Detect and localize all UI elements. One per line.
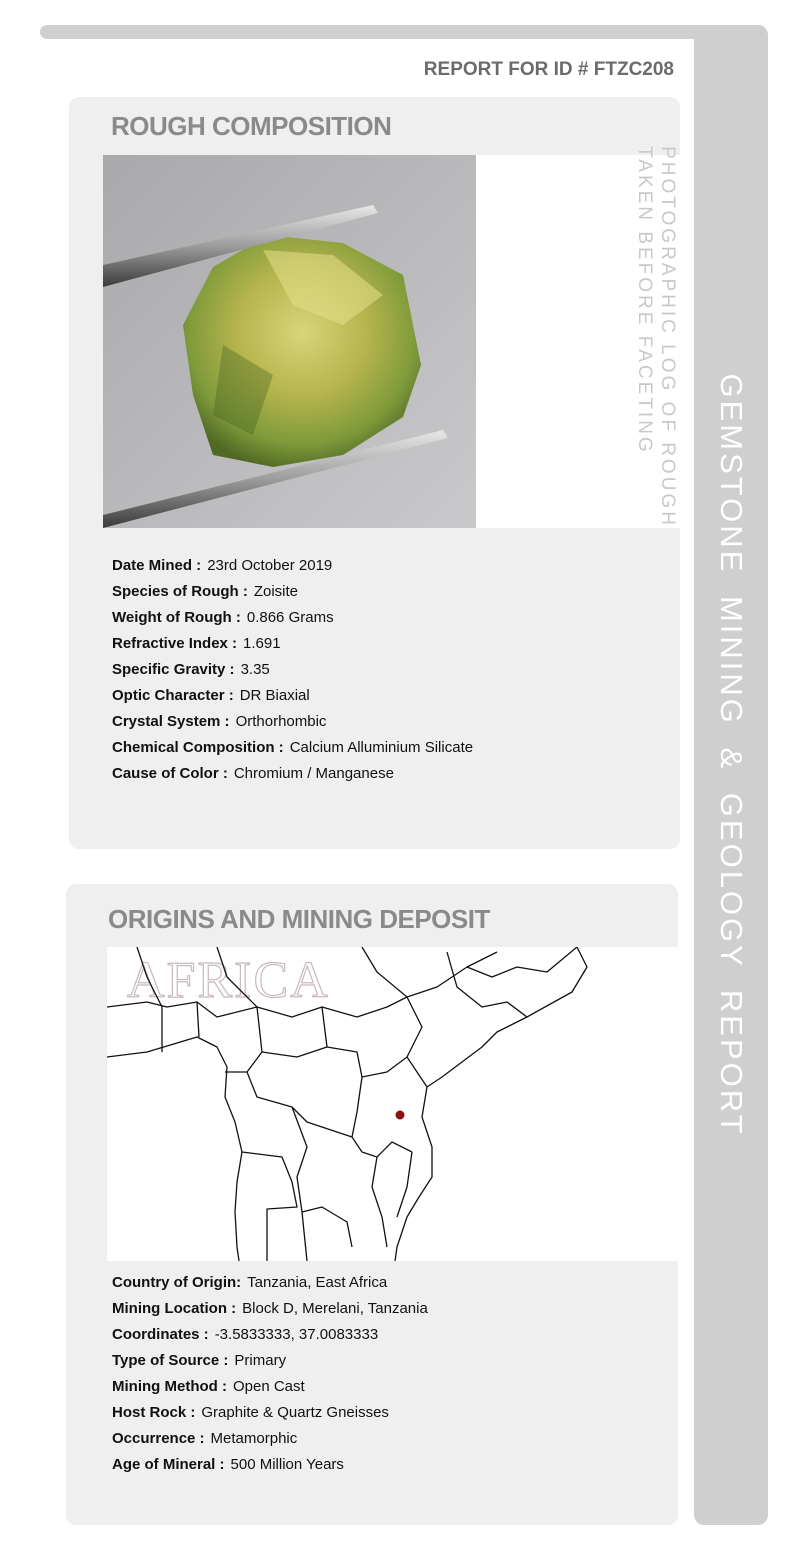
property-row [112, 1426, 428, 1452]
africa-map [107, 947, 678, 1261]
property-label: Type of Source : [112, 1352, 229, 1369]
property-row [112, 605, 473, 631]
rough-properties-list [112, 553, 473, 787]
property-label: Specific Gravity : [112, 661, 235, 678]
property-label: Mining Method : [112, 1378, 227, 1395]
property-label: Date Mined : [112, 557, 202, 574]
property-row [112, 1400, 428, 1426]
origins-title: ORIGINS AND MINING DEPOSIT [108, 904, 490, 934]
property-label: Species of Rough : [112, 583, 248, 600]
property-label: Age of Mineral : [112, 1456, 225, 1473]
property-label: Refractive Index : [112, 635, 238, 652]
property-row [112, 1270, 428, 1296]
report-side-title: GEMSTONE MINING & GEOLOGY REPORT [714, 373, 749, 1137]
property-row [112, 1322, 428, 1348]
mine-location-marker-icon [396, 1111, 405, 1120]
property-value: 23rd October 2019 [207, 557, 333, 574]
property-row [112, 657, 473, 683]
property-value: Calcium Alluminium Silicate [289, 739, 474, 756]
property-row [112, 761, 473, 787]
photo-caption-line-2: TAKEN BEFORE FACETING [634, 146, 655, 455]
property-label: Cause of Color : [112, 765, 228, 782]
rough-photo-frame [103, 155, 680, 528]
map-africa-label: AFRICA [127, 952, 330, 1009]
property-value: Zoisite [253, 583, 299, 600]
property-value: 1.691 [243, 635, 281, 652]
property-value: Chromium / Manganese [233, 765, 394, 782]
property-value: DR Biaxial [239, 687, 310, 704]
property-row [112, 1452, 428, 1478]
property-label: Host Rock : [112, 1404, 196, 1421]
property-row [112, 1374, 428, 1400]
property-value: -3.5833333, 37.0083333 [214, 1326, 379, 1343]
property-value: Orthorhombic [235, 713, 327, 730]
africa-map-frame [107, 947, 678, 1261]
report-id: REPORT FOR ID # FTZC208 [423, 59, 674, 80]
property-value: 3.35 [240, 661, 270, 678]
property-label: Coordinates : [112, 1326, 209, 1343]
property-label: Chemical Composition : [112, 739, 284, 756]
property-row [112, 683, 473, 709]
top-frame-bar [40, 25, 766, 39]
rough-composition-title: ROUGH COMPOSITION [111, 111, 392, 141]
property-label: Weight of Rough : [112, 609, 241, 626]
property-row [112, 553, 473, 579]
property-value: 0.866 Grams [246, 609, 334, 626]
property-value: Metamorphic [210, 1430, 298, 1447]
property-value: Primary [234, 1352, 287, 1369]
property-row [112, 631, 473, 657]
property-row [112, 579, 473, 605]
property-value: Graphite & Quartz Gneisses [201, 1404, 389, 1421]
rough-crystal-photo [103, 155, 476, 528]
property-label: Occurrence : [112, 1430, 205, 1447]
photo-caption [633, 146, 679, 528]
property-label: Mining Location : [112, 1300, 237, 1317]
property-value: Tanzania, East Africa [247, 1274, 388, 1291]
property-value: Open Cast [232, 1378, 305, 1395]
origins-properties-list [112, 1270, 428, 1478]
property-label: Optic Character : [112, 687, 234, 704]
property-row [112, 1348, 428, 1374]
property-label: Crystal System : [112, 713, 230, 730]
property-row [112, 735, 473, 761]
photo-caption-line-1: PHOTOGRAPHIC LOG OF ROUGH [657, 146, 678, 528]
property-label: Country of Origin: [112, 1274, 242, 1291]
property-row [112, 709, 473, 735]
property-row [112, 1296, 428, 1322]
property-value: 500 Million Years [230, 1456, 344, 1473]
property-value: Block D, Merelani, Tanzania [242, 1300, 428, 1317]
